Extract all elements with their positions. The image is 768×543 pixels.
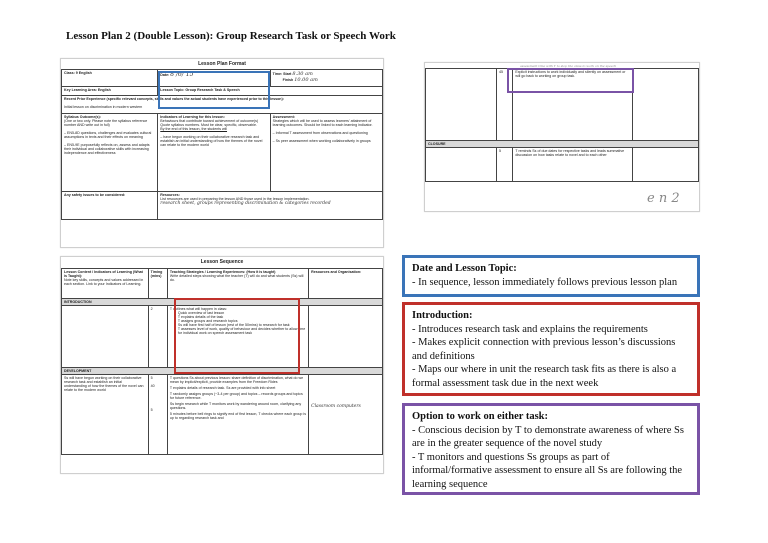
dev-resource-handwritten: Classroom computers	[311, 404, 361, 409]
assessment-2: – Ss peer assessment when working collaboratively in groups	[272, 139, 371, 143]
introduction-bar: INTRODUCTION	[62, 299, 383, 306]
time-start-value: 8.30 am	[292, 71, 313, 77]
col-timing-header	[148, 269, 167, 299]
lesson-topic: Lesson Topic: Group Research Task & Speech	[160, 88, 240, 92]
intro-step: T outlines what will happen in class:	[169, 307, 227, 311]
intro-step: Quick overview of last lesson	[177, 311, 225, 315]
note-item: - Maps our where in unit the research task fits as there is also a formal assessment task due in the next week	[412, 364, 677, 389]
col-teaching-note: Write detailed steps showing what the teacher (T) will do and what students (Ss) will do.	[169, 274, 304, 282]
assessment-cell	[270, 114, 382, 192]
date-value: 8 /6/ 15	[170, 71, 194, 78]
closure-resources-cell	[633, 148, 699, 182]
dev-steps-cell	[167, 375, 308, 455]
indicator-1: – have begun working on their collaborative research task and establish an initial understanding of how the themes of the novel can relate to the modern world	[160, 135, 263, 147]
introduction-note	[402, 302, 700, 396]
row-time: 45	[498, 70, 503, 74]
intro-step: T explains details of the task	[177, 315, 224, 319]
key-area-cell	[62, 87, 158, 96]
note-item: - Introduces research task and explains the requirements	[412, 323, 648, 335]
intro-step: T assesses level of work, quality of behaviour and decides whether to allow time for individual work on speech assessment task	[177, 327, 306, 335]
assessment-1: – Informal T assessment from observations and questioning	[272, 131, 368, 135]
indicators-cell	[158, 114, 270, 192]
dev-time: 40	[150, 384, 155, 388]
prior-experience-label: Recent Prior Experience (specific relevant concepts, skills and values the actual students have experienced prior to this lesson):	[64, 97, 284, 101]
indicators-heading: Indicators of Learning for this lesson:	[160, 115, 225, 119]
note-item: - In sequence, lesson immediately follows previous lesson plan	[412, 276, 678, 288]
syllabus-note: (One or two only. Please note the syllabus reference number AND write out in full)	[64, 119, 148, 127]
introduction-highlight	[174, 298, 300, 374]
dev-step: T questions Ss about previous lesson: share definition of discrimination, what do we mean by implicit/explicit, provide examples from the Freedom Rides	[169, 376, 304, 384]
safety-label: Any safety issues to be considered:	[64, 193, 126, 197]
note-item: - Makes explicit connection with previous lesson’s discussions and definitions	[412, 337, 676, 362]
format-header: Lesson Plan Format	[198, 61, 246, 67]
col-teaching-label: Teaching Strategies / Learning Experiences: (How it is taught)	[169, 270, 276, 274]
row-resources-cell	[633, 69, 699, 141]
assessment-heading: Assessment:	[272, 115, 296, 119]
dev-time: 5	[150, 376, 153, 380]
dev-timing-cell	[148, 375, 167, 455]
note-heading: Introduction:	[412, 310, 473, 321]
resources-handwritten: research sheet, groups representing discrimination & categories recorded	[160, 201, 331, 206]
note-item: - T monitors and questions Ss groups as part of informal/formative assessment to ensure all Ss are following the learning sequence	[412, 451, 683, 490]
time-cell	[270, 70, 382, 87]
intro-step: Ss will have first half of lesson (rest of the 50mins) to research for task	[177, 323, 290, 327]
note-item: - Conscious decision by T to demonstrate awareness of where Ss are in the greater sequence of the novel study	[412, 424, 684, 449]
syllabus-outcome-1: – EN5-8D questions, challenges and evaluates cultural assumptions in texts and their effects on meaning	[64, 131, 152, 139]
intro-content-cell	[62, 306, 149, 368]
option-task-note	[402, 403, 700, 495]
class-cell	[62, 70, 158, 87]
closure-content-cell	[426, 148, 497, 182]
dev-step: T explains details of research task. Ss are provided with info sheet	[169, 386, 276, 390]
intro-time: 2	[150, 307, 153, 311]
syllabus-cell	[62, 114, 158, 192]
closure-steps-cell	[513, 148, 633, 182]
development-bar: DEVELOPMENT	[62, 368, 383, 375]
key-area: Key Learning Area: English	[64, 88, 111, 92]
note-heading: Option to work on either task:	[412, 411, 549, 422]
resources-note: List resources are used in preparing the lesson AND those used in the lesson implementation.	[160, 197, 310, 201]
time-start-label: Time: Start	[272, 72, 292, 76]
indicators-subheading: By the end of this lesson, the students will	[160, 127, 228, 131]
note-heading: Date and Lesson Topic:	[412, 263, 517, 274]
closure-bar: CLOSURE	[426, 141, 699, 148]
resources-cell	[158, 192, 383, 220]
resources-heading: Resources:	[160, 193, 180, 197]
col-content-note: Note key skills, concepts and values addressed in each section. Link to your Indicators of Learning.	[64, 278, 144, 286]
col-content-label: Lesson Content / Indicators of Learning (What is Taught):	[64, 270, 143, 278]
dev-step: Ss begin research while T monitors work by wandering around room, clarifying any questions.	[169, 402, 302, 410]
col-resources-label: Resources and Organisation:	[311, 270, 362, 274]
top-handwritten-note: assessment time with T to stop the class to work on the speech	[520, 64, 617, 68]
dev-content: Ss will have begun working on their collaborative research task and establish an initial understanding of how the themes of the novel can relate to the modern world	[64, 376, 144, 392]
assessment-note: Strategies which will be used to assess learners' attainment of learning outcomes. Should be linked to each learning indicator.	[272, 119, 373, 127]
closure-time: 5	[498, 149, 501, 153]
signature: e n 2	[647, 191, 680, 206]
col-timing-label: Timing (mins)	[150, 270, 163, 278]
col-content-header	[62, 269, 149, 299]
col-resources-header	[309, 269, 383, 299]
option-task-highlight	[507, 68, 634, 93]
time-finish-value: 10.00 am	[294, 77, 318, 83]
indicators-note: Behaviours that contribute toward achievement of outcome(s) Quote syllabus numbers. Must be clear, specific, observable.	[160, 119, 259, 127]
prior-experience-value: Initial lesson on discrimination in modern western	[64, 105, 143, 109]
class-label: Class: 9 English	[64, 71, 92, 75]
intro-timing-cell	[148, 306, 167, 368]
date-topic-highlight	[158, 71, 270, 109]
time-finish-label: Finish	[282, 78, 294, 82]
dev-time: 5	[150, 408, 153, 412]
dev-step: 5 minutes before bell rings to signify end of first lesson, T checks where each group is up to regarding research task and	[169, 412, 307, 420]
date-label: Date:	[160, 73, 170, 77]
date-topic-note	[402, 255, 700, 297]
dev-step: T randomly assigns groups (~3-4 per group) and topics – records groups and topics for future reference.	[169, 392, 303, 400]
intro-resources-cell	[309, 306, 383, 368]
closure-timing-cell	[496, 148, 512, 182]
page-title: Lesson Plan 2 (Double Lesson): Group Research Task or Speech Work	[66, 30, 396, 42]
sequence-header: Lesson Sequence	[200, 259, 244, 265]
col-teaching-header	[167, 269, 308, 299]
syllabus-outcome-2: – EN5-9E purposefully reflects on, assess and adapts their individual and collaborative skills with increasing independence and effectiveness	[64, 143, 150, 155]
individual-work-instruction: Explicit instructions to work individually and silently on assessment or will go back to working on group task.	[515, 70, 626, 78]
intro-step: T assigns groups and research topics	[177, 319, 238, 323]
dev-content-cell	[62, 375, 149, 455]
closure-text: T reminds Ss of due dates for respective tasks and leads summative discussion on how tasks relate to novel and to each other	[515, 149, 625, 157]
syllabus-heading: Syllabus Outcome(s):	[64, 115, 101, 119]
dev-resources-cell	[309, 375, 383, 455]
row-content-cell	[426, 69, 497, 141]
safety-cell	[62, 192, 158, 220]
